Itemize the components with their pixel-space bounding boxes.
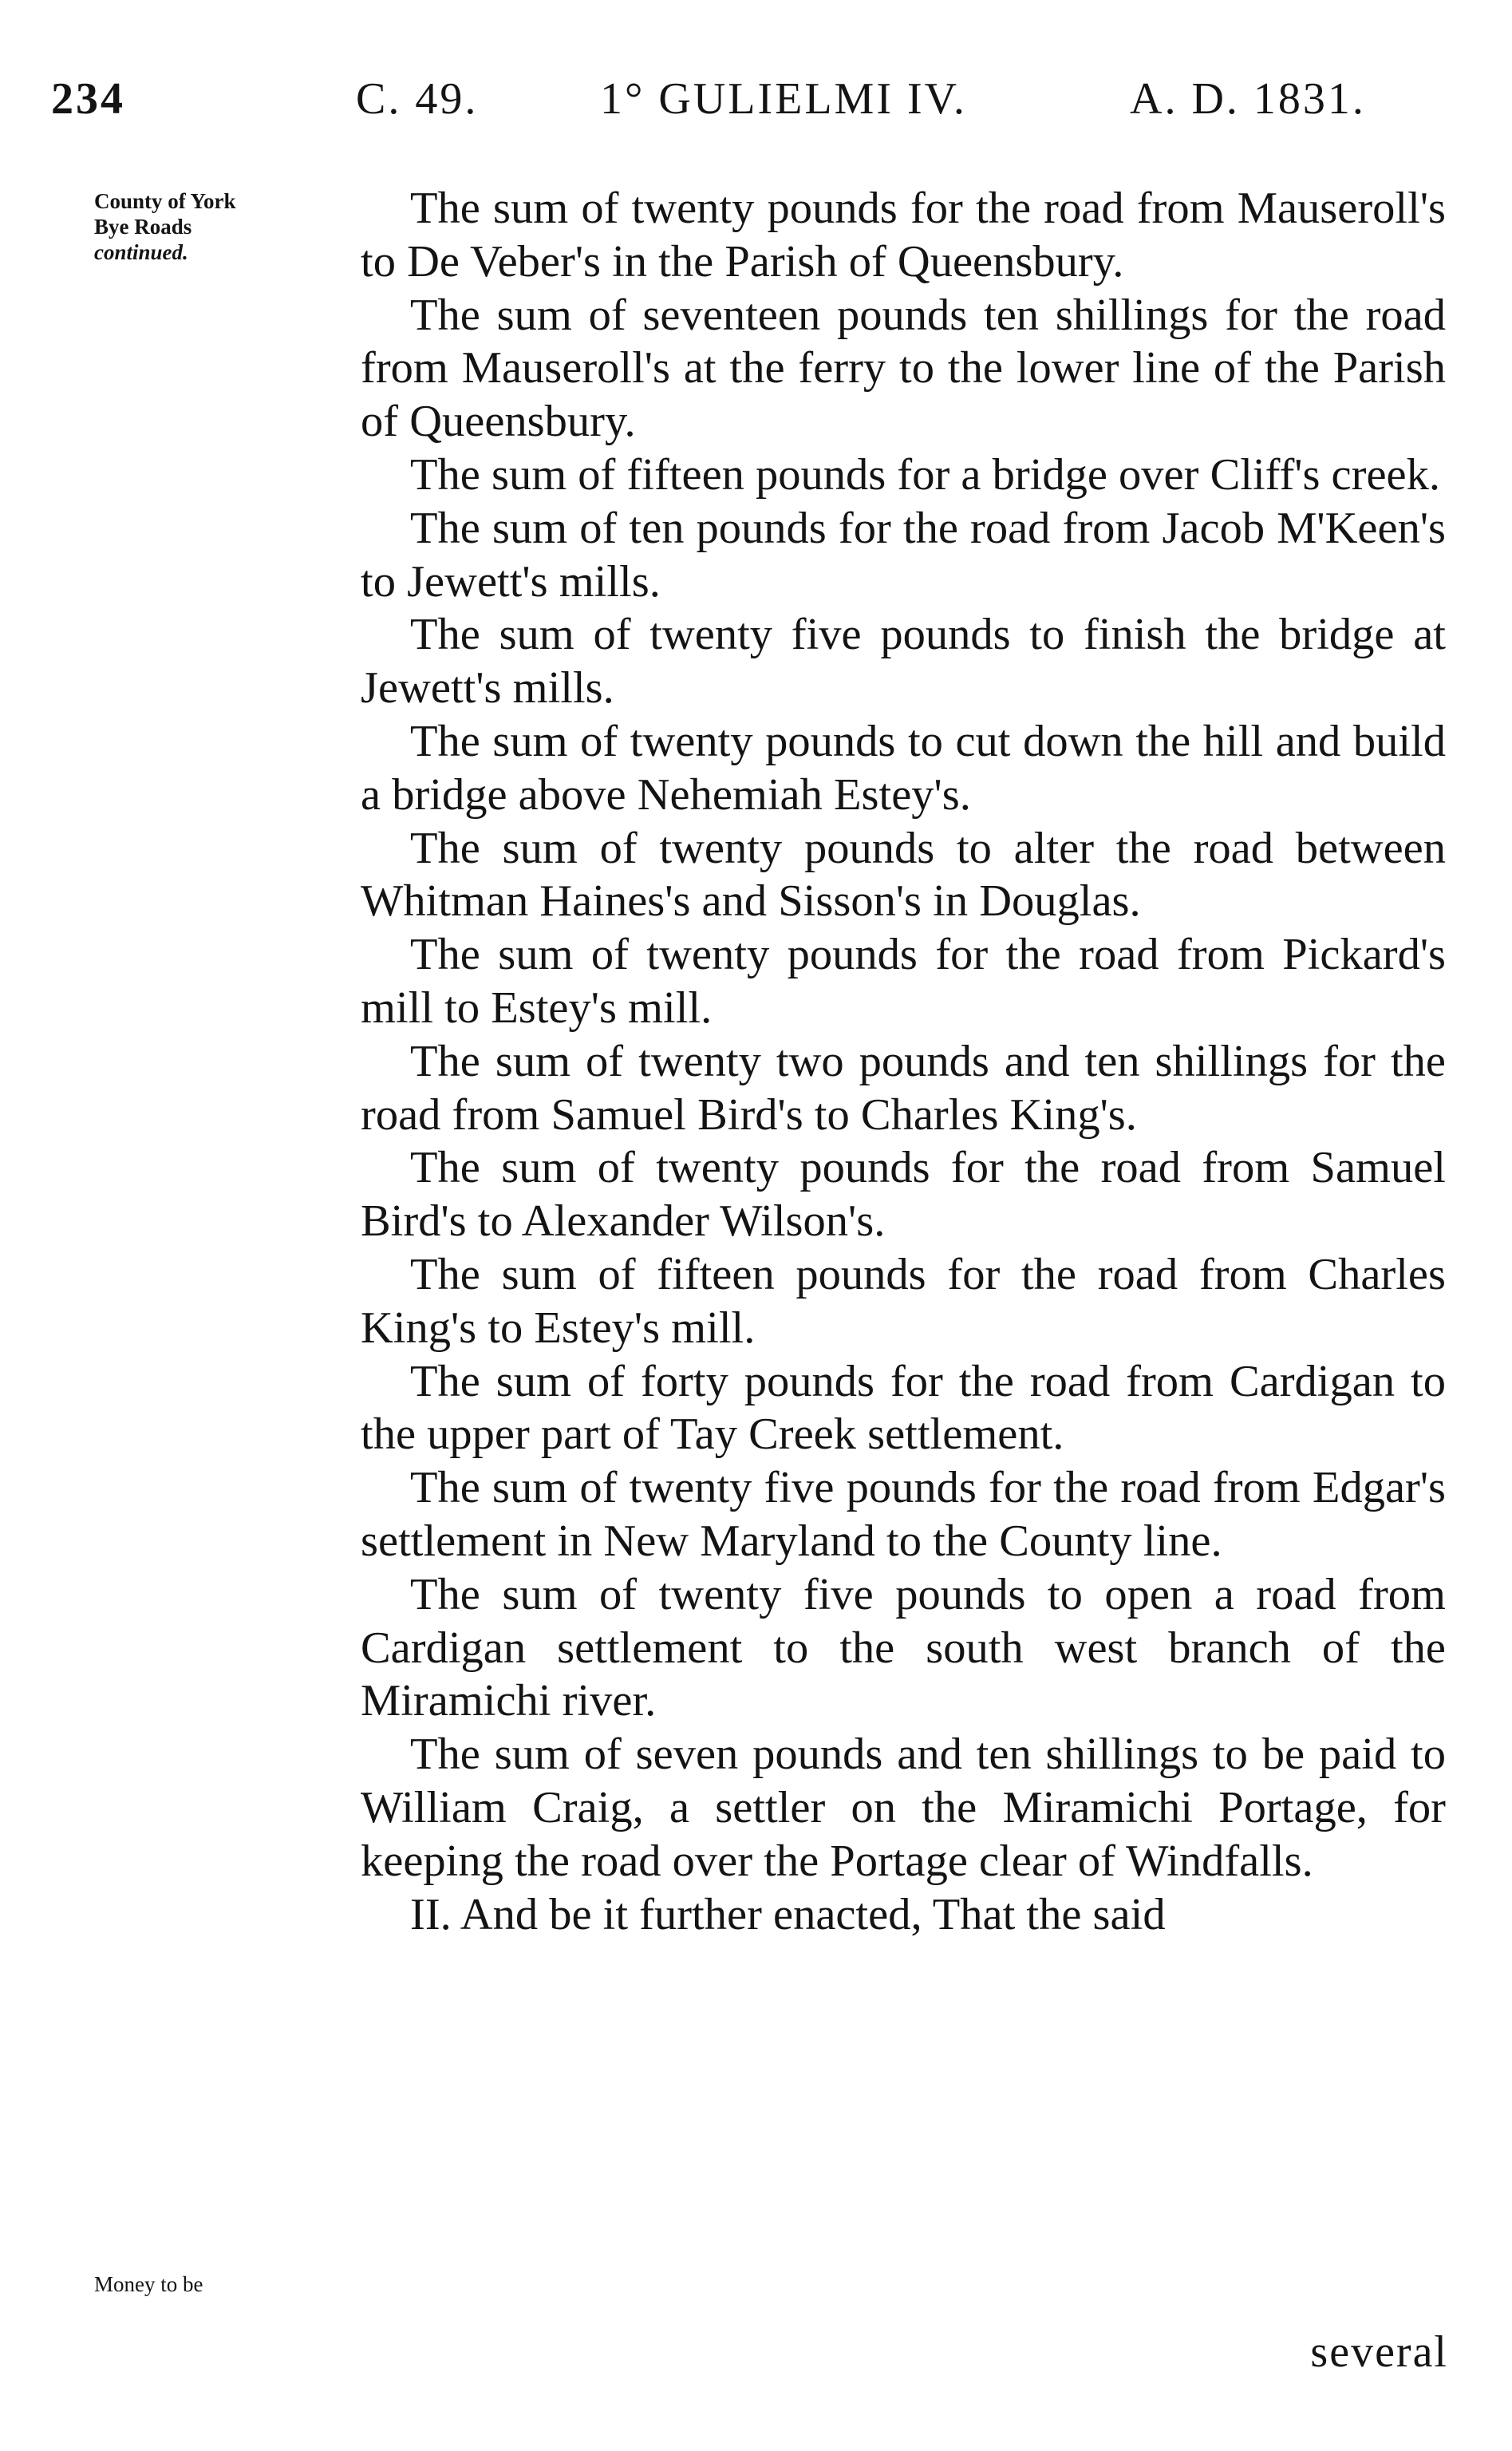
margin-note-county-line2: Bye Roads: [94, 215, 192, 239]
paragraph: The sum of twenty five pounds to open a road from Cardigan settlement to the south west branch of the Miramichi river.: [361, 1569, 1446, 1726]
margin-note-county-line1: County of York: [94, 189, 236, 213]
paragraph: The sum of twenty five pounds for the road from Edgar's settlement in New Maryland to the County line.: [361, 1463, 1446, 1566]
margin-note-county: [94, 188, 236, 265]
paragraph: The sum of twenty pounds to alter the road between Whitman Haines's and Sisson's in Douglas.: [361, 823, 1446, 927]
paragraph: The sum of fifteen pounds for the road from Charles King's to Estey's mill.: [361, 1249, 1446, 1353]
paragraph: The sum of forty pounds for the road from Cardigan to the upper part of Tay Creek settlement.: [361, 1356, 1446, 1460]
running-head: [41, 73, 1470, 145]
margin-note-county-line3: continued.: [94, 240, 188, 264]
paragraph: The sum of twenty pounds for the road from Pickard's mill to Estey's mill.: [361, 930, 1446, 1033]
act-title: 1° GULIELMI IV.: [600, 74, 967, 124]
paragraph: The sum of twenty pounds for the road from Mauseroll's to De Veber's in the Parish of Queensbury.: [361, 184, 1446, 287]
paragraph: The sum of fifteen pounds for a bridge over Cliff's creek.: [410, 449, 1440, 500]
margin-note-money: Money to be: [94, 2272, 203, 2296]
body-text: [361, 182, 1446, 1941]
paragraph: The sum of twenty two pounds and ten shillings for the road from Samuel Bird's to Charles King's.: [361, 1036, 1446, 1140]
paragraph: The sum of seventeen pounds ten shillings for the road from Mauseroll's at the ferry to the lower line of the Parish of Queensbury.: [361, 290, 1446, 447]
chapter-number: C. 49.: [356, 74, 479, 124]
paragraph: The sum of seven pounds and ten shillings to be paid to William Craig, a settler on the Miramichi Portage, for keeping the road over the Portage clear of Windfalls.: [361, 1730, 1446, 1886]
catchword: several: [1310, 2327, 1448, 2377]
paragraph: The sum of twenty pounds for the road from Samuel Bird's to Alexander Wilson's.: [361, 1143, 1446, 1247]
paragraph: The sum of twenty five pounds to finish the bridge at Jewett's mills.: [361, 610, 1446, 714]
paragraph: The sum of twenty pounds to cut down the hill and build a bridge above Nehemiah Estey's.: [361, 716, 1446, 820]
page-number: 234: [51, 74, 125, 124]
act-date: A. D. 1831.: [1130, 74, 1366, 124]
paragraph: The sum of ten pounds for the road from Jacob M'Keen's to Jewett's mills.: [361, 503, 1446, 607]
section-ii-paragraph: II. And be it further enacted, That the said: [410, 1889, 1166, 1939]
